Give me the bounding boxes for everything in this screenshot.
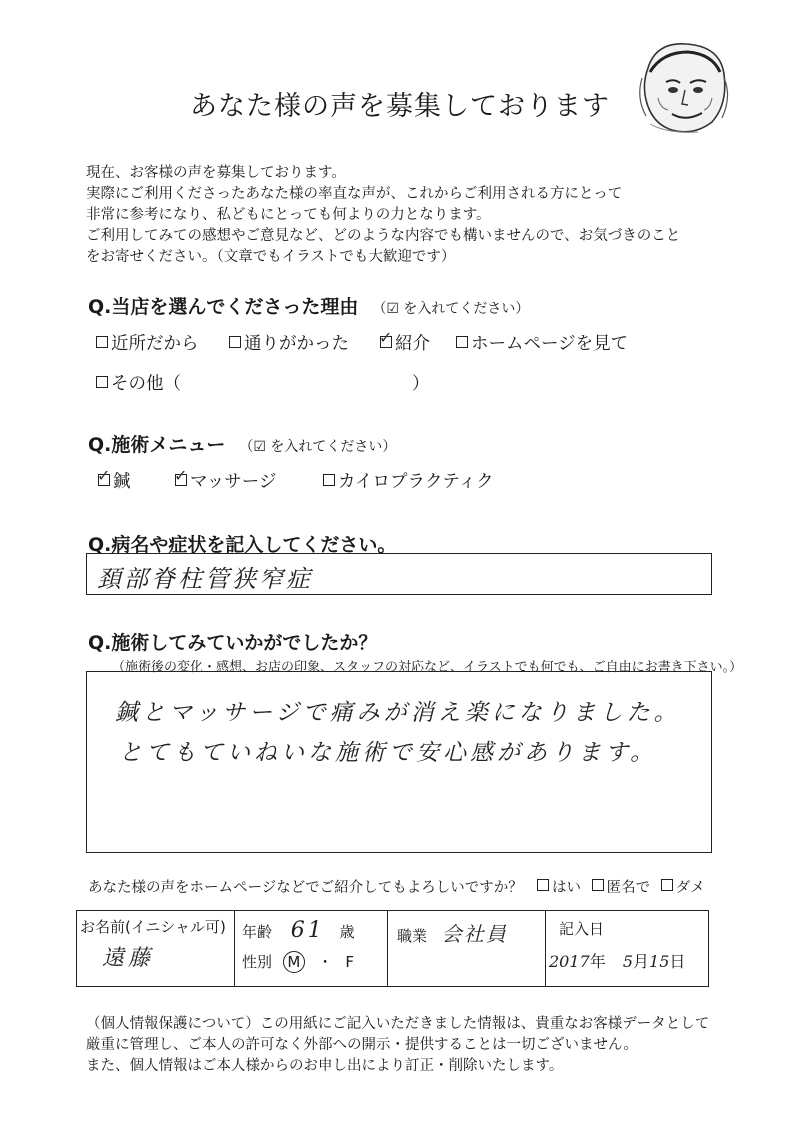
option-label: ダメ <box>675 880 705 896</box>
job-row <box>389 912 544 947</box>
checkbox-checked[interactable] <box>97 466 111 486</box>
gender-m-label: M <box>287 953 301 971</box>
checkbox-checked[interactable] <box>174 466 188 486</box>
q1-option-nearby[interactable] <box>96 330 199 355</box>
option-label: マッサージ <box>190 472 277 492</box>
age-gender-cell[interactable] <box>235 911 388 987</box>
date-year-unit: 年 <box>589 952 606 971</box>
name-label: お名前(イニシャル可) <box>80 918 226 936</box>
gender-option-f[interactable]: F <box>345 953 355 971</box>
intro-line: 現在、お客様の声を募集しております。 <box>86 165 346 181</box>
name-cell[interactable] <box>77 911 235 987</box>
consent-option-anonymous[interactable] <box>592 880 651 896</box>
q1-option-homepage[interactable] <box>456 330 628 355</box>
option-label: その他（ <box>111 374 181 394</box>
checkbox[interactable] <box>537 879 549 891</box>
q1-heading <box>88 292 529 319</box>
option-label: 紹介 <box>395 334 430 354</box>
impression-answer-line: とてもていねいな施術で安心感があります。 <box>119 740 658 766</box>
option-label: 通りがかった <box>244 334 349 354</box>
age-row <box>236 912 386 943</box>
intro-line: をお寄せください。（文章でもイラストでも大歓迎です） <box>86 249 456 265</box>
option-label: 近所だから <box>111 334 199 354</box>
checkbox[interactable] <box>661 879 673 891</box>
q2-option-acupuncture[interactable] <box>98 468 131 493</box>
checkmark-icon: ✓ <box>174 466 188 485</box>
option-label: カイロプラクティク <box>338 472 494 492</box>
q3-heading: Q.病名や症状を記入してください。 <box>88 534 397 556</box>
date-cell[interactable] <box>546 911 709 987</box>
age-label: 年齢 <box>242 923 273 941</box>
privacy-notice <box>86 1014 709 1077</box>
checkbox[interactable] <box>229 336 241 348</box>
q2-option-massage[interactable] <box>175 468 276 493</box>
option-label: ホームページを見て <box>471 334 629 354</box>
age-value: 61 <box>290 918 325 943</box>
checkbox[interactable] <box>323 474 335 486</box>
privacy-line: 厳重に管理し、ご本人の許可なく外部への開示・提供することは一切ございません。 <box>86 1037 638 1053</box>
intro-line: ご利用してみての感想やご意見など、どのような内容でも構いませんので、お気づきのこと <box>86 228 681 244</box>
q1-other-close: ） <box>412 374 430 394</box>
page-title: あなた様の声を募集しております <box>190 91 610 122</box>
name-value: 遠藤 <box>102 946 155 971</box>
job-cell[interactable] <box>388 911 546 987</box>
q4-note: （施術後の変化・感想、お店の印象、スタッフの対応など、イラストでも何でも、ご自由にお書き下さい。） <box>112 660 743 675</box>
q1-option-referral[interactable] <box>380 330 430 355</box>
option-label: 鍼 <box>113 472 131 492</box>
date-year: 2017 <box>549 952 590 971</box>
symptom-answer: 頚部脊柱管狭窄症 <box>97 565 313 593</box>
q1-title: Q.当店を選んでくださった理由 <box>88 296 359 318</box>
intro-line: 非常に参考になり、私どもにとっても何よりの力となります。 <box>86 207 491 223</box>
intro-line: 実際にご利用くださったあなた様の率直な声が、これからご利用される方にとって <box>86 186 623 202</box>
intro-text <box>86 163 680 268</box>
gender-option-m[interactable] <box>283 951 305 973</box>
checkmark-icon: ✓ <box>379 328 393 347</box>
info-table <box>76 910 709 987</box>
consent-question: あなた様の声をホームページなどでご紹介してもよろしいですか？ <box>88 880 523 896</box>
privacy-line: また、個人情報はご本人様からのお申し出により訂正・削除いたします。 <box>86 1058 564 1074</box>
date-month: 5 <box>622 952 634 971</box>
job-value: 会社員 <box>441 922 508 946</box>
q2-hint: （☑ を入れてください） <box>239 439 397 455</box>
checkbox-checked[interactable] <box>379 328 393 348</box>
symptom-field[interactable] <box>86 553 712 595</box>
gender-separator: ・ <box>317 953 333 971</box>
impression-field[interactable] <box>86 671 712 853</box>
consent-options <box>537 876 705 897</box>
q1-hint: （☑ を入れてください） <box>372 301 530 317</box>
date-day: 15 <box>649 952 670 971</box>
option-label: はい <box>552 880 581 896</box>
q2-title: Q.施術メニュー <box>88 434 226 456</box>
q4-heading: Q.施術してみていかがでしたか？ <box>88 632 378 654</box>
consent-option-no[interactable] <box>661 880 705 896</box>
checkbox[interactable] <box>592 879 604 891</box>
checkmark-icon: ✓ <box>97 466 111 485</box>
gender-label: 性別 <box>242 953 273 971</box>
date-row <box>547 939 707 972</box>
impression-answer-line: 鍼とマッサージで痛みが消え楽になりました。 <box>115 700 681 726</box>
q1-option-other[interactable] <box>96 370 181 395</box>
date-day-unit: 日 <box>669 952 686 971</box>
checkbox[interactable] <box>96 376 108 388</box>
option-label: 匿名で <box>606 880 651 896</box>
job-label: 職業 <box>397 927 428 945</box>
checkbox[interactable] <box>456 336 468 348</box>
privacy-line: （個人情報保護について）この用紙にご記入いただきました情報は、貴重なお客様データとして <box>86 1016 710 1032</box>
gender-row <box>236 943 386 973</box>
consent-option-yes[interactable] <box>537 880 581 896</box>
caricature-illustration <box>628 38 736 138</box>
q2-option-chiropractic[interactable] <box>323 468 494 493</box>
checkbox[interactable] <box>96 336 108 348</box>
age-unit: 歳 <box>339 923 355 941</box>
date-month-unit: 月 <box>633 952 650 971</box>
q2-heading <box>88 430 396 457</box>
date-label: 記入日 <box>559 920 605 938</box>
q1-option-passing[interactable] <box>229 330 349 355</box>
